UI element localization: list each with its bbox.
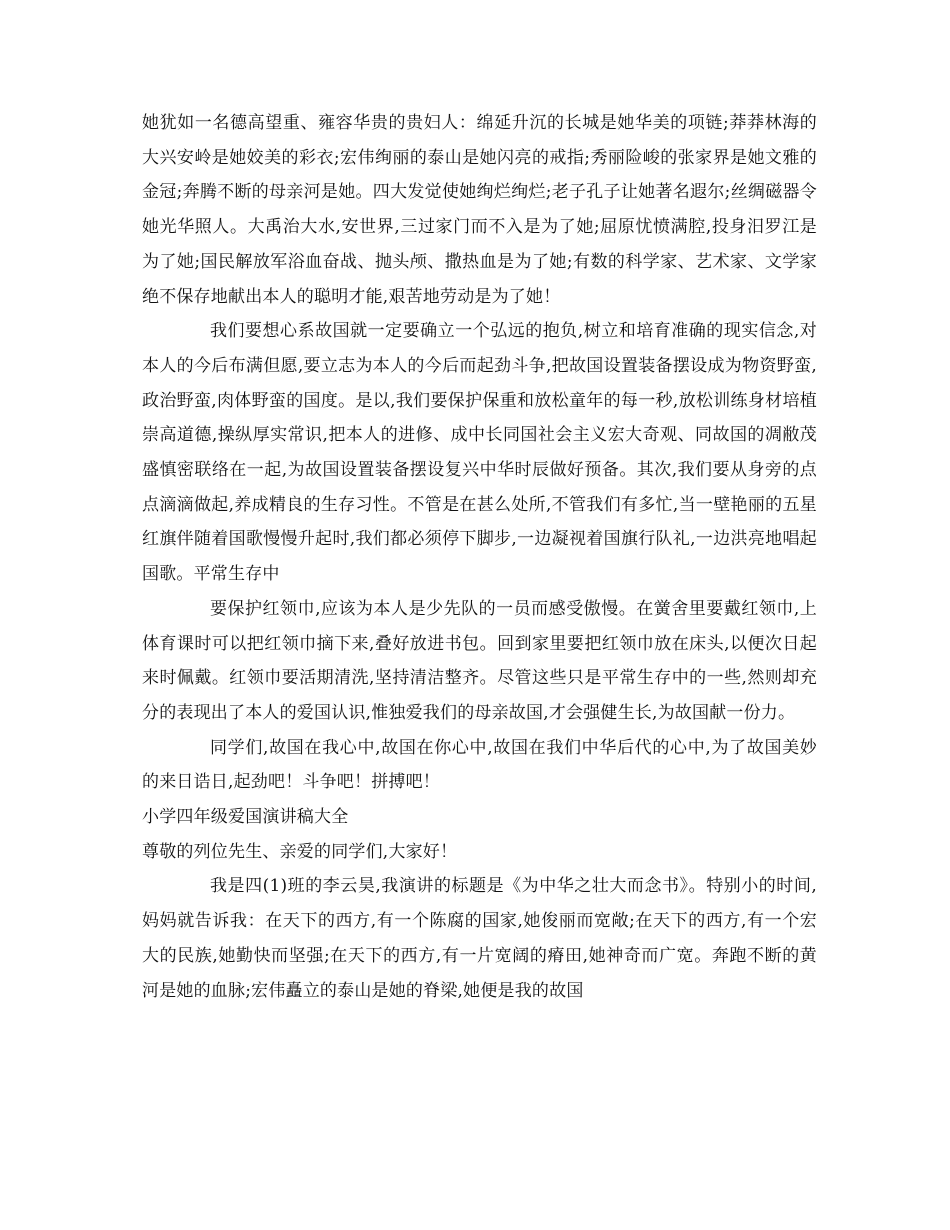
paragraph-1: 她犹如一名德高望重、雍容华贵的贵妇人：绵延升沉的长城是她华美的项链;莽莽林海的大兴安岭是她姣美的彩衣;宏伟绚丽的泰山是她闪亮的戒指;秀丽险峻的张家界是她文雅的金冠;奔腾不断的母亲河是她。四大发觉使她绚烂绚烂;老子孔子让她著名遐尔;丝绸磁器令她光华照人。大禹治大水,安世界,三过家门而不入是为了她;屈原忧愤满腔,投身汨罗江是为了她;国民解放军浴血奋战、抛头颅、撒热血是为了她;有数的科学家、艺术家、文学家绝不保存地献出本人的聪明才能,艰苦地劳动是为了她！ <box>142 113 817 307</box>
section-title: 小学四年级爱国演讲稿大全 <box>142 807 349 828</box>
paragraph-3: 要保护红领巾,应该为本人是少先队的一员而感受傲慢。在黉舍里要戴红领巾,上体育课时可以把红领巾摘下来,叠好放进书包。回到家里要把红领巾放在床头,以便次日起来时佩戴。红领巾要活期清洗,坚持清洁整齐。尽管这些只是平常生存中的一些,然则却充分的表现出了本人的爱国认识,惟独爱我们的母亲故国,才会强健生长,为故国献一份力。 <box>142 598 817 723</box>
paragraph-2: 我们要想心系故国就一定要确立一个弘远的抱负,树立和培育准确的现实信念,对本人的今后布满但愿,要立志为本人的今后而起劲斗争,把故国设置装备摆设成为物资野蛮,政治野蛮,肉体野蛮的国度。是以,我们要保护保重和放松童年的每一秒,放松训练身材培植崇高道德,操纵厚实常识,把本人的进修、成中长同国社会主义宏大奇观、同故国的凋敝茂盛慎密联络在一起,为故国设置装备摆设复兴中华时辰做好预备。其次,我们要从身旁的点点滴滴做起,养成精良的生存习性。不管是在甚么处所,不管我们有多忙,当一壁艳丽的五星红旗伴随着国歌慢慢升起时,我们都必须停下脚步,一边凝视着国旗行队礼,一边洪亮地唱起国歌。平常生存中 <box>142 321 817 585</box>
paragraph-4: 同学们,故国在我心中,故国在你心中,故国在我们中华后代的心中,为了故国美妙的来日诰日,起劲吧！斗争吧！拼搏吧！ <box>142 737 817 793</box>
salutation: 尊敬的列位先生、亲爱的同学们,大家好！ <box>142 841 458 862</box>
document-body <box>142 106 817 1008</box>
paragraph-5: 我是四(1)班的李云昊,我演讲的标题是《为中华之壮大而念书》。特别小的时间,妈妈就告诉我：在天下的西方,有一个陈腐的国家,她俊丽而宽敞;在天下的西方,有一个宏大的民族,她勤快而坚强;在天下的西方,有一片宽阔的瘠田,她神奇而广宽。奔跑不断的黄河是她的血脉;宏伟矗立的泰山是她的脊梁,她便是我的故国 <box>142 876 817 1001</box>
